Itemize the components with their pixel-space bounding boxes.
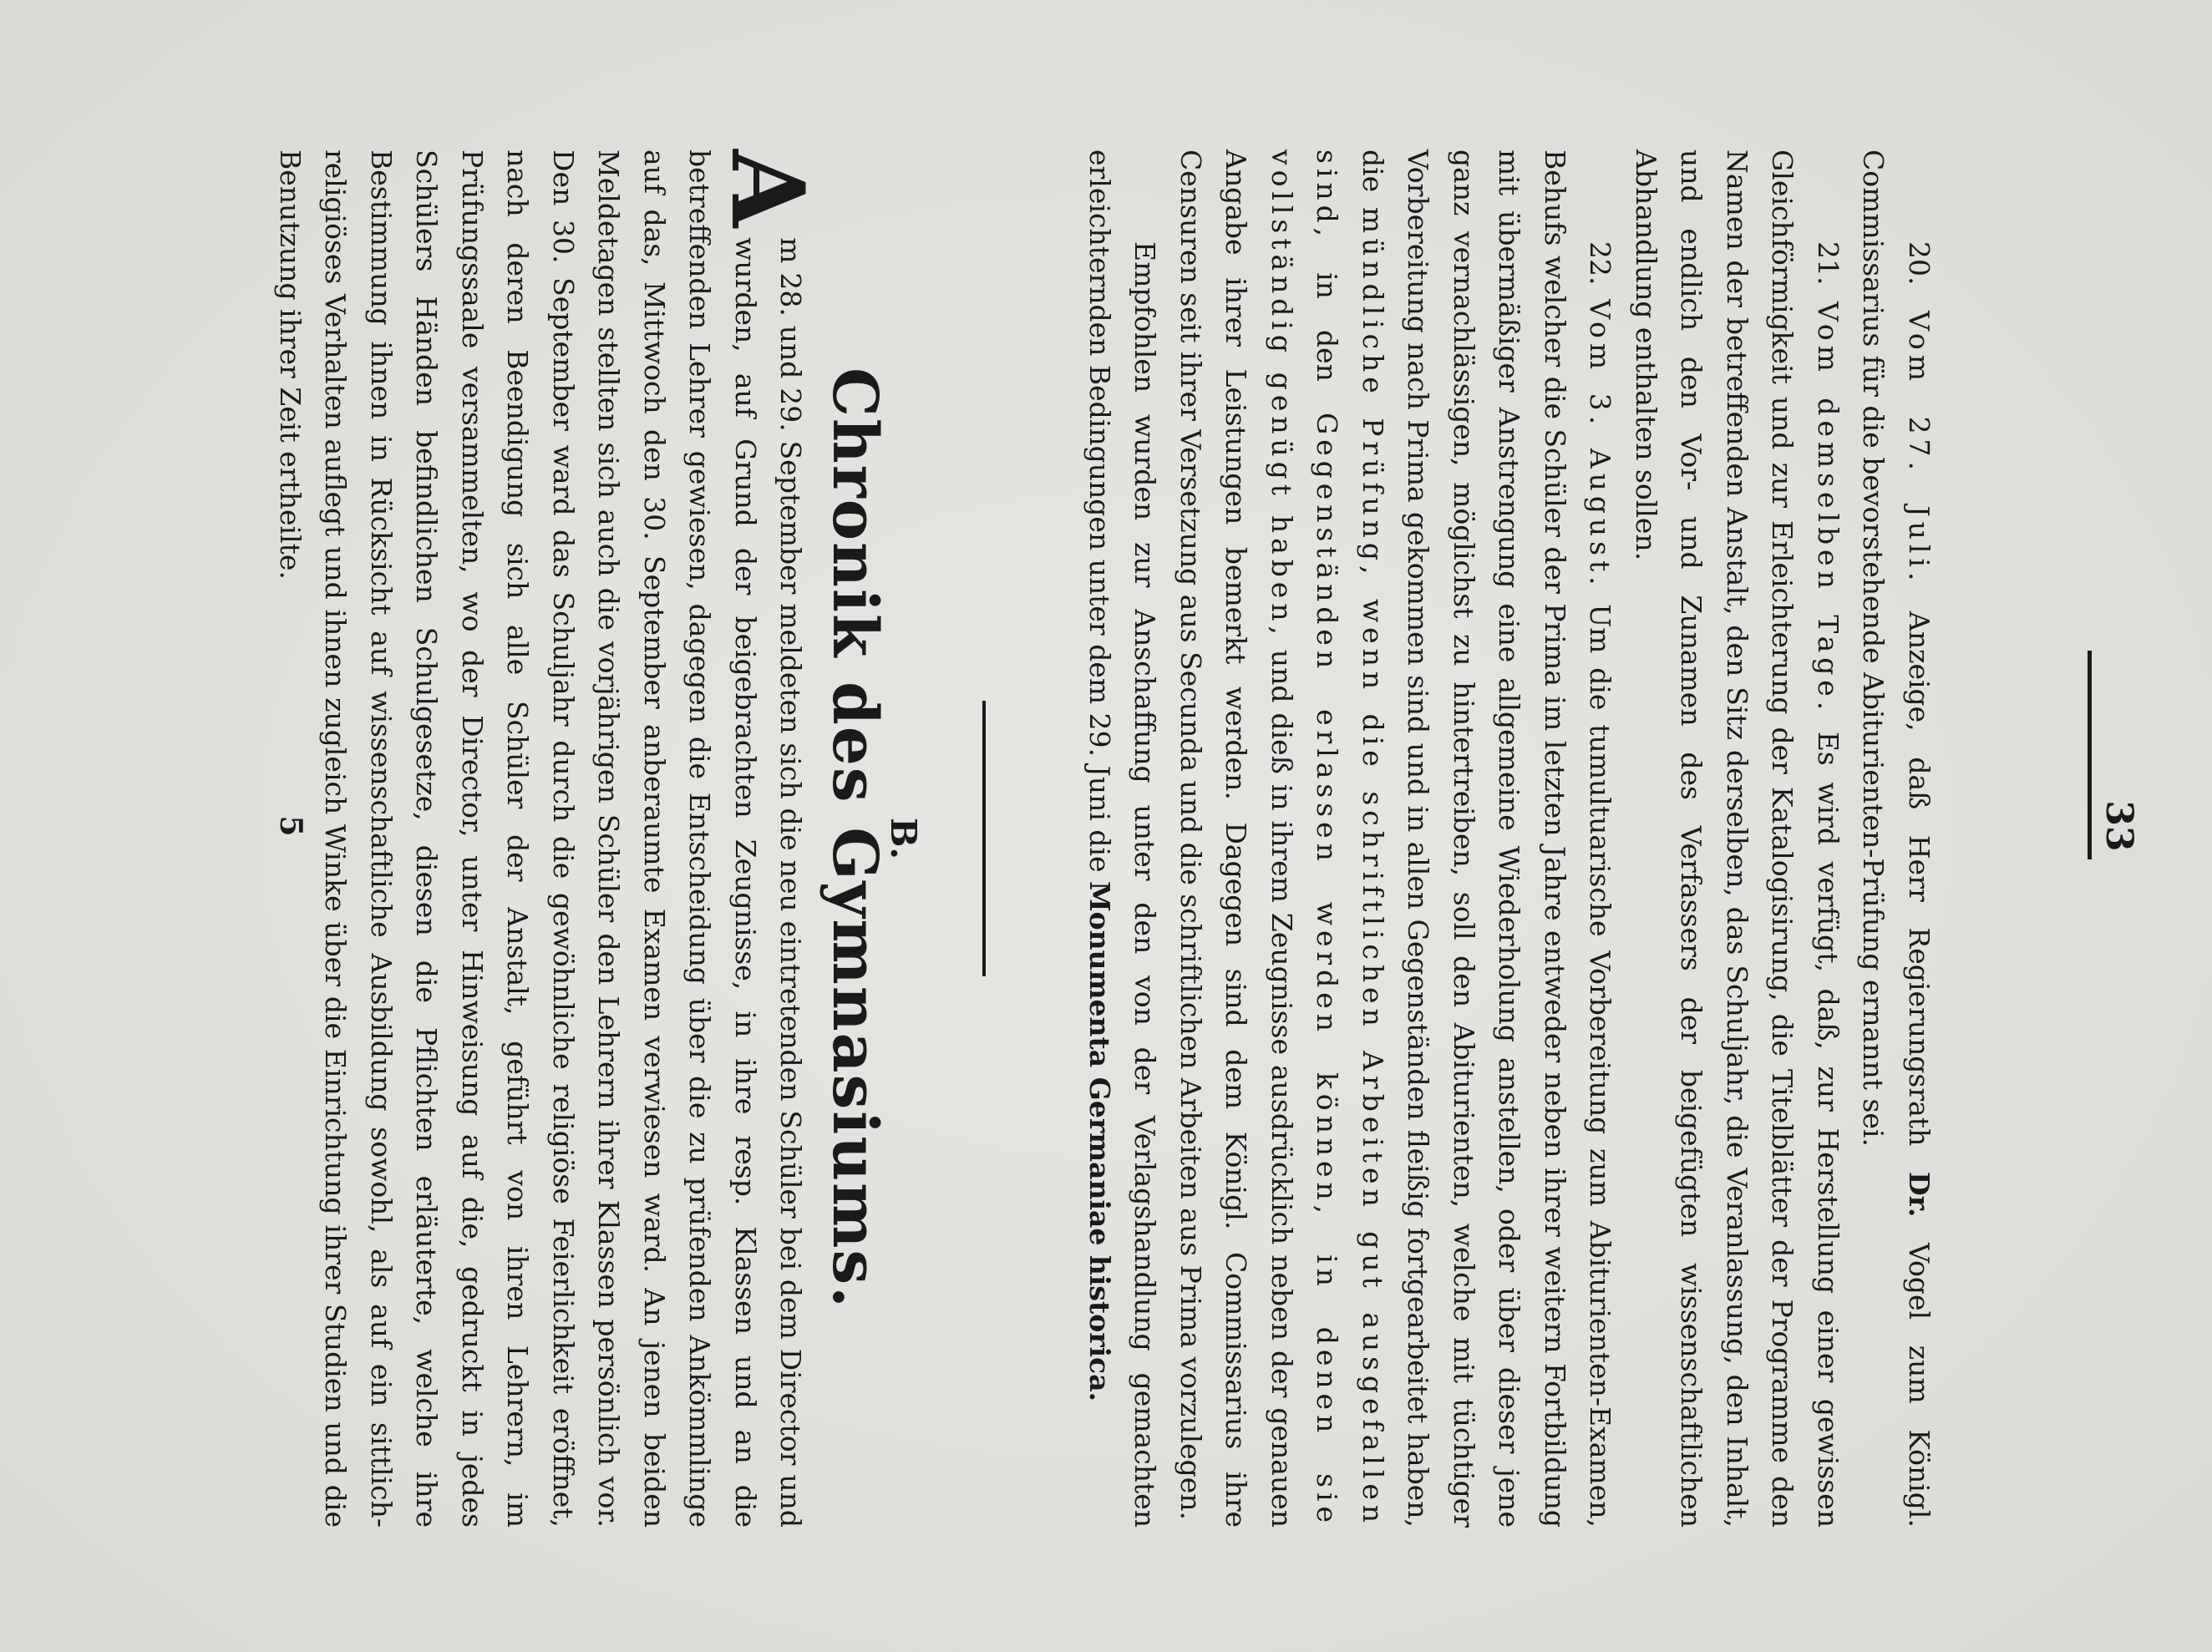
section-title: Chronik des Gymnasiums. [819,367,890,1310]
para-date: Vom 27. Juli. [1903,311,1936,586]
book-title: Monumenta Germaniae historica. [1083,881,1116,1402]
section-divider [983,701,987,976]
para-date: Vom demselben Tage. [1812,302,1844,716]
signature-mark: 5 [273,815,308,837]
section-letter: B. [883,817,925,860]
paragraph-21: 21. Vom demselben Tage. Es wird verfügt, daß, zur Herstellung einer gewissen Gleichförmigkeit und zur Erleichterung der Katalogisirung, die Titelblätter der Programme den Namen der betreffenden Anstalt, den Sitz derselben, das Schuljahr, die Veranlassung, den Inhalt, und endlich den Vor- und Zunamen des Verfassers der beigefügten wissenschaftlichen Abhandlung enthalten sollen. [1630,149,1844,1528]
paragraph-empfohlen: Empfohlen wurden zur Anschaffung unter den von der Verlagshandlung gemachten erleichternden Bedingungen unter dem 29. Juni die Monumenta Germaniae historica. [1083,149,1162,1528]
book-page-rotated [271,74,2140,1578]
para-number: 21. [1812,241,1844,286]
page-number: 33 [2098,800,2140,852]
text-column [267,149,1942,1528]
para-date: Vom 3. August. [1584,299,1617,590]
para-number: 20. [1903,241,1936,286]
drop-cap: A [708,149,827,228]
paragraph-20: 20. Vom 27. Juli. Anzeige, daß Herr Regierungsrath Dr. Vogel zum Königl. Commissarius für die bevorstehende Abiturienten-Prüfung ernannt sei. [1857,149,1936,1528]
header-rule [2088,651,2092,859]
chronicle-body: A m 28. und 29. September meldeten sich die neu eintretenden Schüler bei dem Director und wurden, auf Grund der beigebrachten Zeugnisse, in ihre resp. Klassen und an die betreffenden Lehrer gewiesen, dagegen die Entscheidung über die zu prüfenden Ankömmlinge auf das, Mittwoch den 30. September anberaumte Examen verwiesen ward. An jenen beiden Meldetagen stellten sich auch die vorjährigen Schüler den Lehrern ihrer Klassen persönlich vor. Den 30. September ward das Schuljahr durch die gewöhnliche religiöse Feierlichkeit eröffnet, nach deren Beendigung sich alle Schüler der Anstalt, geführt von ihren Lehrern, im Prüfungssaale versammelten, wo der Director, unter Hinweisung auf die, gedruckt in jedes Schülers Händen befindlichen Schulgesetze, diesen die Pflichten erläuterte, welche ihre Bestimmung ihnen in Rücksicht auf wissenschaftliche Ausbildung sowohl, als auf ein sittlich-religiöses Verhalten auflegt und ihnen zugleich Winke über die Einrichtung ihrer Studien und die Benutzung ihrer Zeit ertheilte. [274,149,827,1528]
paragraph-22: 22. Vom 3. August. Um die tumultuarische Vorbereitung zum Abiturienten-Examen, Behufs welcher die Schüler der Prima im letzten Jahre entweder neben ihrer weitern Fortbildung mit übermäßiger Anstrengung eine allgemeine Wiederholung anstellen, oder über dieser jene ganz vernachlässigen, möglichst zu hintertreiben, soll den Abiturienten, welche mit tüchtiger Vorbereitung nach Prima gekommen sind und in allen Gegenständen fleißig fortgearbeitet haben, die mündliche Prüfung, wenn die schriftlichen Arbeiten gut ausgefallen sind, in den Gegenständen erlassen werden können, in denen sie vollständig genügt haben, und dieß in ihrem Zeugnisse ausdrücklich neben der genauen Angabe ihrer Leistungen bemerkt werden. Dagegen sind dem Königl. Commissarius ihre Censuren seit ihrer Versetzung aus Secunda und die schriftlichen Arbeiten aus Prima vorzulegen. [1174,149,1617,1528]
para-number: 22. [1584,241,1617,286]
